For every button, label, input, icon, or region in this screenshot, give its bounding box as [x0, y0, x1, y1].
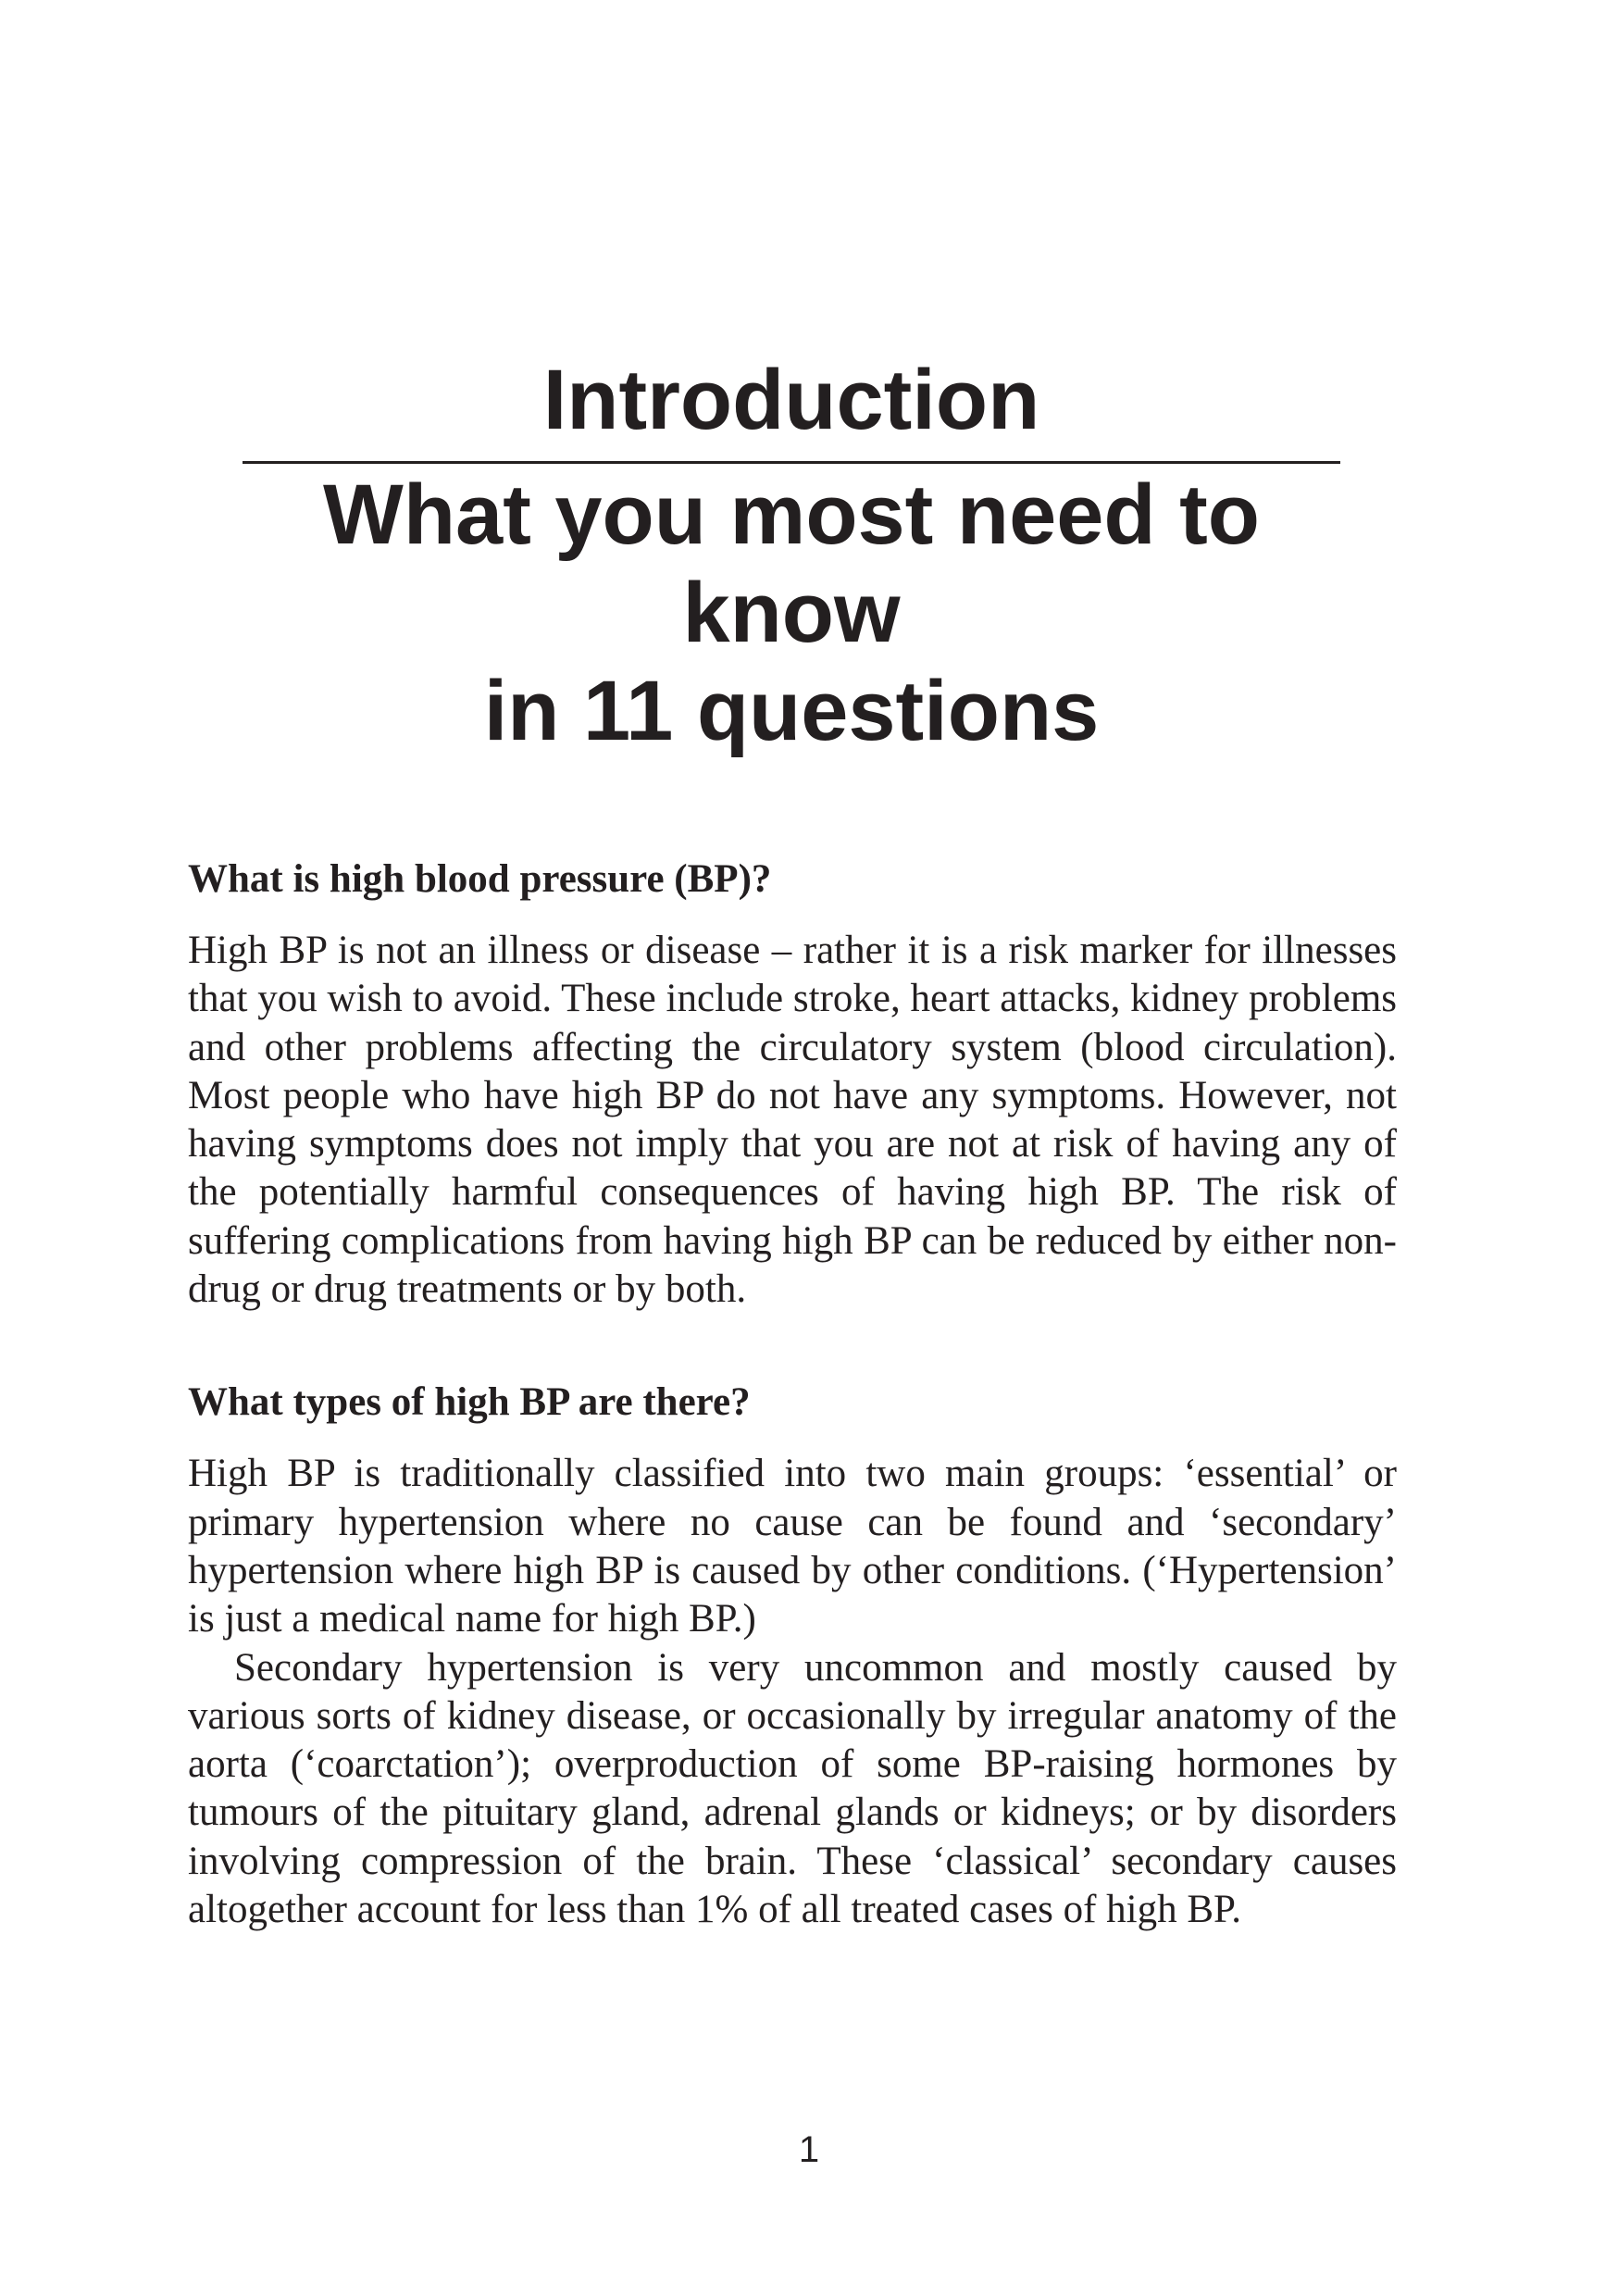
paragraph: Secondary hypertension is very uncommon and mostly caused by various sorts of kidney disease, or occasionally by irregular anatomy of the aorta (‘coarctation’); overproduction of some BP-raising hormones by tumours of the pituitary gland, adrenal glands or kidneys; or by disorders involving compression of the brain. These ‘classical’ secondary causes altogether account for less than 1% of all treated cases of high BP.	[188, 1645, 1397, 1932]
paragraph: High BP is not an illness or disease – rather it is a risk marker for illnesses that you wish to avoid. These include stroke, heart attacks, kidney problems and other problems affecting the circulatory system (blood circulation). Most people who have high BP do not have any symptoms. However, not having symptoms does not imply that you are not at risk of having any of the potentially harmful consequences of having high BP. The risk of suffering complications from having high BP can be reduced by either non-drug or drug treatments or by both.	[188, 929, 1397, 1312]
chapter-title-line-1: What you most need to know	[323, 468, 1260, 660]
chapter-title-block	[243, 352, 1340, 760]
section-heading: What types of high BP are there?	[188, 1380, 751, 1425]
chapter-label: Introduction	[243, 352, 1340, 464]
chapter-title	[243, 464, 1340, 760]
paragraph: High BP is traditionally classified into two main groups: ‘essential’ or primary hypertension where no cause can be found and ‘secondary’ hypertension where high BP is caused by other conditions. (‘Hypertension’ is just a medical name for high BP.)	[188, 1452, 1397, 1641]
section-types-of-high-bp	[188, 1379, 1397, 1934]
chapter-title-line-2: in 11 questions	[483, 664, 1100, 758]
body-text	[188, 855, 1397, 1934]
page-number: 1	[798, 2129, 820, 2170]
section-heading: What is high blood pressure (BP)?	[188, 857, 772, 901]
section-what-is-high-bp	[188, 855, 1397, 1314]
